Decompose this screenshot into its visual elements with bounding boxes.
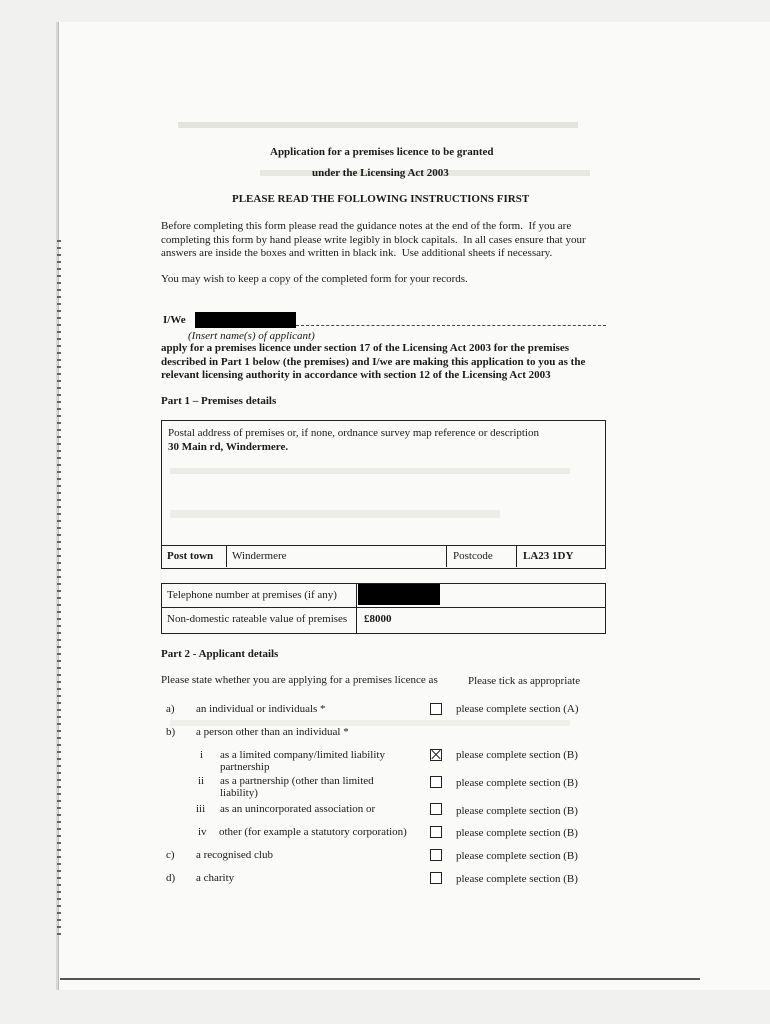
intro-paragraph: Before completing this form please read the guidance notes at the end of the form. If you are completing this form by hand please write legibly in block capitals. In all cases ensure that your answers are inside the boxes and written in black ink. Use additional sheets if necessary. [161,220,586,259]
divider [226,545,227,567]
form-subtitle: under the Licensing Act 2003 [312,167,449,179]
option-a-letter: a) [166,703,175,715]
rateable-value[interactable]: £8000 [364,613,392,625]
option-biii-numeral: iii [196,803,206,815]
option-biv-checkbox[interactable] [430,826,442,838]
option-bi-numeral: i [200,749,204,761]
divider [446,545,447,567]
tick-note: Please tick as appropriate [468,675,581,687]
part1-heading: Part 1 – Premises details [161,395,277,407]
divider [161,607,606,608]
option-bii-label: as a partnership (other than limited liability) [220,775,374,799]
option-bi-checkbox-checked[interactable] [430,749,442,761]
part2-heading: Part 2 - Applicant details [161,648,279,660]
option-d-checkbox[interactable] [430,872,442,884]
post-town-value[interactable]: Windermere [232,550,287,562]
option-c-action: please complete section (B) [456,850,578,862]
option-c-label: a recognised club [196,849,273,861]
postcode-label: Postcode [453,550,493,562]
iwe-label: I/We [163,314,186,326]
applicant-name-line [296,325,606,326]
option-b-letter: b) [166,726,176,738]
option-biii-checkbox[interactable] [430,803,442,815]
form-title: Application for a premises licence to be granted [270,146,494,158]
option-biv-label: other (for example a statutory corporation) [219,826,407,838]
insert-name-note: (Insert name(s) of applicant) [188,330,315,342]
post-town-label: Post town [167,550,214,562]
option-b-label: a person other than an individual * [196,726,349,738]
option-bii-numeral: ii [198,775,205,787]
option-a-checkbox[interactable] [430,703,442,715]
option-biv-numeral: iv [198,826,207,838]
option-bii-action: please complete section (B) [456,777,578,789]
option-bi-action: please complete section (B) [456,749,578,761]
option-c-checkbox[interactable] [430,849,442,861]
option-a-label: an individual or individuals * [196,703,326,715]
redacted-telephone-number [358,584,440,605]
option-d-label: a charity [196,872,235,884]
copy-note: You may wish to keep a copy of the completed form for your records. [161,273,468,285]
address-value[interactable]: 30 Main rd, Windermere. [168,441,289,453]
post-town-row-divider [161,545,606,546]
option-c-letter: c) [166,849,175,861]
applicant-type-question: Please state whether you are applying for a premises licence as [161,674,438,686]
application-statement: apply for a premises licence under section 17 of the Licensing Act 2003 for the premises described in Part 1 below (the premises) and I/we are making this application to you as the relevant licensing authority in accordance with section 12 of the Licensing Act 2003 [161,342,586,381]
instructions-heading: PLEASE READ THE FOLLOWING INSTRUCTIONS FIRST [232,193,530,205]
postcode-value[interactable]: LA23 1DY [523,550,574,562]
option-bii-checkbox[interactable] [430,776,442,788]
telephone-label: Telephone number at premises (if any) [167,589,337,601]
redacted-applicant-name [195,312,296,328]
option-d-letter: d) [166,872,176,884]
option-bi-label: as a limited company/limited liability partnership [220,749,385,773]
option-biii-action: please complete section (B) [456,805,578,817]
divider [356,583,357,634]
divider [516,545,517,567]
address-label: Postal address of premises or, if none, ordnance survey map reference or description [168,427,539,439]
option-a-action: please complete section (A) [456,703,579,715]
option-biii-label: as an unincorporated association or [220,803,376,815]
option-d-action: please complete section (B) [456,873,578,885]
option-biv-action: please complete section (B) [456,827,578,839]
rateable-label: Non-domestic rateable value of premises [167,613,348,625]
